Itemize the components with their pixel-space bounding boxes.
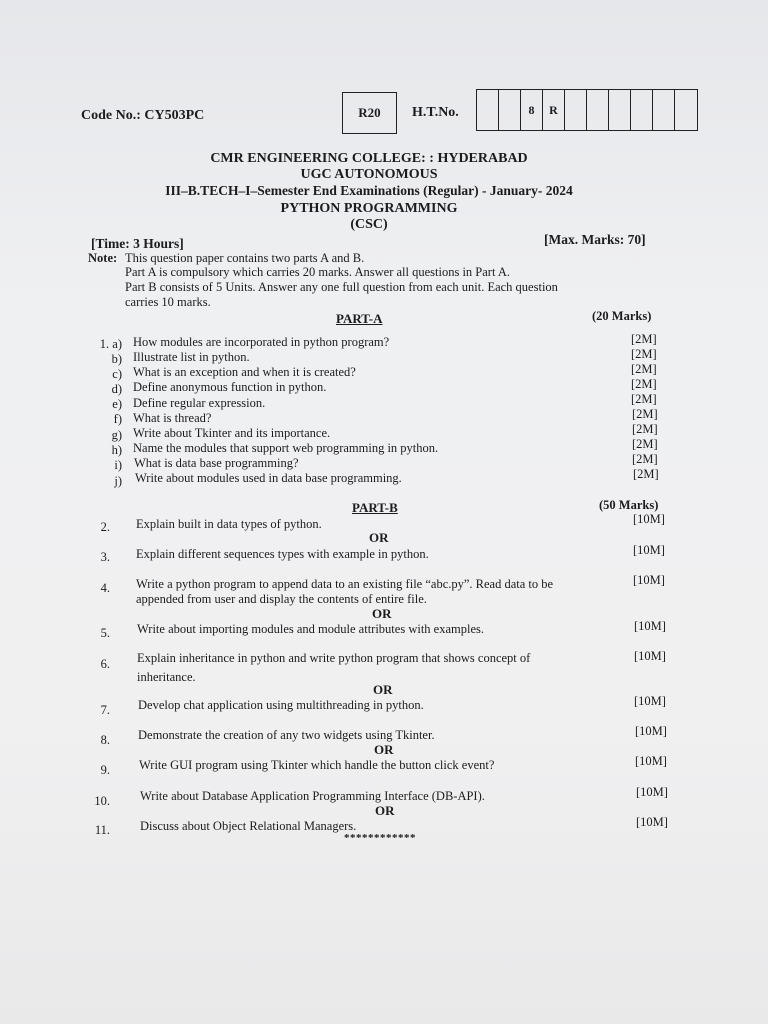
note-line: Part B consists of 5 Units. Answer any one full question from each unit. Each question xyxy=(125,280,558,294)
htno-cell xyxy=(499,90,521,130)
question-text: Explain different sequences types with example in python. xyxy=(136,547,429,561)
question-marks: [2M] xyxy=(632,422,658,436)
htno-cell: 8 xyxy=(521,90,543,130)
question-text: Define regular expression. xyxy=(133,396,266,410)
question-marks: [10M] xyxy=(633,573,665,587)
question-marks: [2M] xyxy=(632,452,658,466)
question-number: 9. xyxy=(100,763,110,777)
question-number: c) xyxy=(112,367,122,381)
question-text: What is an exception and when it is created? xyxy=(133,365,356,379)
max-marks: [Max. Marks: 70] xyxy=(544,232,646,247)
part-b-heading: PART-B xyxy=(352,500,398,515)
question-marks: [2M] xyxy=(631,332,657,346)
question-marks: [10M] xyxy=(634,619,666,633)
question-text: Explain built in data types of python. xyxy=(136,517,322,531)
question-number: 3. xyxy=(100,550,110,564)
question-marks: [2M] xyxy=(631,377,657,391)
question-number: e) xyxy=(112,397,122,411)
question-text: What is data base programming? xyxy=(134,456,299,470)
question-text: Explain inheritance in python and write python program that shows concept of xyxy=(137,651,531,665)
question-marks: [10M] xyxy=(636,785,668,799)
or-separator: OR xyxy=(369,530,389,545)
question-marks: [10M] xyxy=(633,512,665,526)
or-separator: OR xyxy=(375,803,395,818)
question-text: Demonstrate the creation of any two widgets using Tkinter. xyxy=(138,728,435,742)
question-text: Illustrate list in python. xyxy=(133,350,250,364)
note-line: Part A is compulsory which carries 20 marks. Answer all questions in Part A. xyxy=(125,265,511,279)
part-a-heading: PART-A xyxy=(336,311,383,326)
question-marks: [10M] xyxy=(633,543,665,557)
question-marks: [2M] xyxy=(633,467,659,481)
question-text: Write about importing modules and module attributes with examples. xyxy=(137,622,484,636)
htno-cell xyxy=(631,90,653,130)
code-number: Code No.: CY503PC xyxy=(81,108,205,123)
question-text-cont: appended from user and display the contents of entire file. xyxy=(136,592,427,606)
or-separator: OR xyxy=(374,742,394,757)
question-number: 10. xyxy=(94,794,110,808)
question-number: g) xyxy=(111,428,122,442)
htno-label: H.T.No. xyxy=(412,105,459,120)
htno-cell xyxy=(653,90,675,130)
question-marks: [2M] xyxy=(631,392,657,406)
htno-cell xyxy=(587,90,609,130)
question-number: 7. xyxy=(100,703,110,717)
question-marks: [10M] xyxy=(635,754,667,768)
or-separator: OR xyxy=(372,606,392,621)
question-text: Define anonymous function in python. xyxy=(133,380,327,394)
question-number: 5. xyxy=(100,626,110,640)
question-number: 6. xyxy=(100,657,110,671)
question-marks: [2M] xyxy=(632,437,658,451)
htno-cell: R xyxy=(543,90,565,130)
question-number: 4. xyxy=(100,581,110,595)
htno-cell xyxy=(565,90,587,130)
question-text: Discuss about Object Relational Managers. xyxy=(140,819,357,833)
question-marks: [10M] xyxy=(634,649,666,663)
question-number: i) xyxy=(114,458,122,472)
question-marks: [10M] xyxy=(635,724,667,738)
question-number: d) xyxy=(111,382,122,396)
autonomy-line: UGC AUTONOMOUS xyxy=(300,167,438,182)
question-number: 2. xyxy=(100,520,110,534)
question-text: What is thread? xyxy=(133,411,212,425)
note-line: carries 10 marks. xyxy=(125,295,211,309)
branch-title: (CSC) xyxy=(350,217,388,232)
question-number: 8. xyxy=(100,733,110,747)
htno-cell xyxy=(477,90,499,130)
regulation-box: R20 xyxy=(342,92,397,134)
question-text-cont: inheritance. xyxy=(137,670,196,684)
part-b-marks: (50 Marks) xyxy=(599,498,659,512)
note-line: This question paper contains two parts A and B. xyxy=(125,251,365,265)
note-label: Note: xyxy=(88,251,118,265)
question-text: Write about modules used in data base programming. xyxy=(135,471,402,485)
question-number: 1. a) xyxy=(99,337,122,351)
question-number: f) xyxy=(113,412,122,426)
htno-boxes xyxy=(476,89,698,131)
question-number: 11. xyxy=(94,823,110,837)
question-marks: [10M] xyxy=(634,694,666,708)
time-label: [Time: 3 Hours] xyxy=(91,236,184,251)
subject-title: PYTHON PROGRAMMING xyxy=(280,201,458,216)
question-text: Write GUI program using Tkinter which handle the button click event? xyxy=(139,758,495,772)
question-text: Name the modules that support web programming in python. xyxy=(133,441,439,455)
question-marks: [2M] xyxy=(631,362,657,376)
part-a-marks: (20 Marks) xyxy=(592,309,652,323)
question-marks: [10M] xyxy=(636,815,668,829)
or-separator: OR xyxy=(373,682,393,697)
question-marks: [2M] xyxy=(631,347,657,361)
exam-title: III–B.TECH–I–Semester End Examinations (Regular) - January- 2024 xyxy=(165,183,573,198)
question-text: Write about Tkinter and its importance. xyxy=(133,426,331,440)
end-stars: ************ xyxy=(344,832,416,844)
question-text: Develop chat application using multithreading in python. xyxy=(138,698,424,712)
question-text: How modules are incorporated in python program? xyxy=(133,335,390,349)
question-marks: [2M] xyxy=(632,407,658,421)
question-number: b) xyxy=(111,352,122,366)
htno-cell xyxy=(675,90,697,130)
college-name: CMR ENGINEERING COLLEGE: : HYDERABAD xyxy=(210,151,528,166)
question-number: j) xyxy=(114,474,122,488)
question-number: h) xyxy=(111,443,122,457)
question-text: Write about Database Application Programming Interface (DB-API). xyxy=(140,789,485,803)
htno-cell xyxy=(609,90,631,130)
question-text: Write a python program to append data to an existing file “abc.py”. Read data to be xyxy=(136,577,554,591)
